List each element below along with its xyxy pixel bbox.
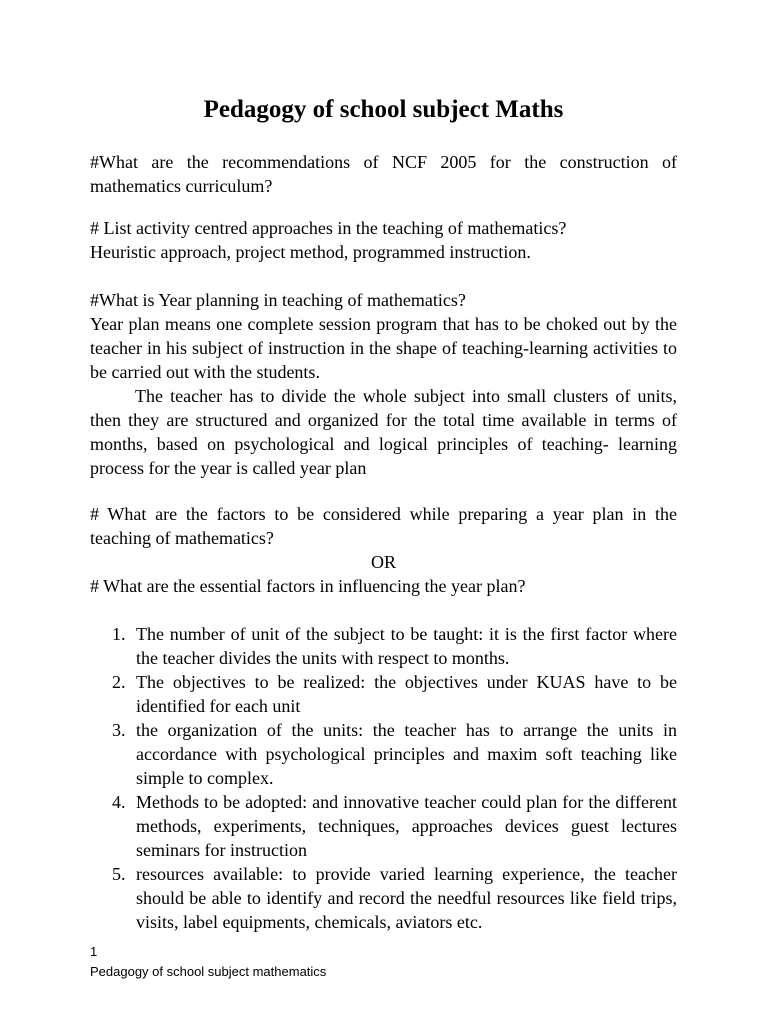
- list-item: [90, 622, 677, 670]
- list-item-text: the organization of the units: the teacher has to arrange the units in accordance with psychological principles and maxim soft teaching like simple to complex.: [136, 720, 677, 788]
- question-essential-factors: # What are the essential factors in influencing the year plan?: [90, 576, 526, 596]
- list-item: [90, 670, 677, 718]
- list-item-text: resources available: to provide varied learning experience, the teacher should be able to identify and record the needful resources like field trips, visits, label equipments, chemicals, aviators etc.: [136, 864, 677, 932]
- question-ncf: #What are the recommendations of NCF 2005 for the construction of mathematics curriculum?: [90, 152, 677, 196]
- list-item-text: The number of unit of the subject to be taught: it is the first factor where the teacher divides the units with respect to months.: [136, 624, 677, 668]
- page-footer: [90, 942, 326, 982]
- question-year-planning: #What is Year planning in teaching of mathematics?: [90, 290, 466, 310]
- page-title: Pedagogy of school subject Maths: [203, 96, 564, 123]
- list-item-number: 1.: [112, 624, 126, 644]
- list-item-text: The objectives to be realized: the objectives under KUAS have to be identified for each unit: [136, 672, 677, 716]
- list-item-number: 3.: [112, 720, 126, 740]
- answer-activity-approaches: Heuristic approach, project method, programmed instruction.: [90, 242, 531, 262]
- list-item: [90, 790, 677, 862]
- list-item-text: Methods to be adopted: and innovative teacher could plan for the different methods, experiments, techniques, approaches devices guest lectures seminars for instruction: [136, 792, 677, 860]
- page-number: 1: [90, 944, 98, 959]
- question-activity-approaches: # List activity centred approaches in the teaching of mathematics?: [90, 218, 567, 238]
- factors-list: [90, 622, 677, 934]
- question-year-plan-factors: # What are the factors to be considered while preparing a year plan in the teaching of mathematics?: [90, 504, 677, 548]
- list-item: [90, 718, 677, 790]
- list-item-number: 4.: [112, 792, 126, 812]
- answer-year-planning-paragraph-1: Year plan means one complete session program that has to be choked out by the teacher in his subject of instruction in the shape of teaching-learning activities to be carried out with the students.: [90, 314, 677, 382]
- or-separator: OR: [370, 552, 396, 572]
- answer-year-planning-paragraph-2: The teacher has to divide the whole subject into small clusters of units, then they are structured and organized for the total time available in terms of months, based on psychological and logical principles of teaching- learning process for the year is called year plan: [90, 386, 677, 478]
- list-item-number: 2.: [112, 672, 126, 692]
- running-title: Pedagogy of school subject mathematics: [90, 964, 327, 979]
- list-item-number: 5.: [112, 864, 126, 884]
- list-item: [90, 862, 677, 934]
